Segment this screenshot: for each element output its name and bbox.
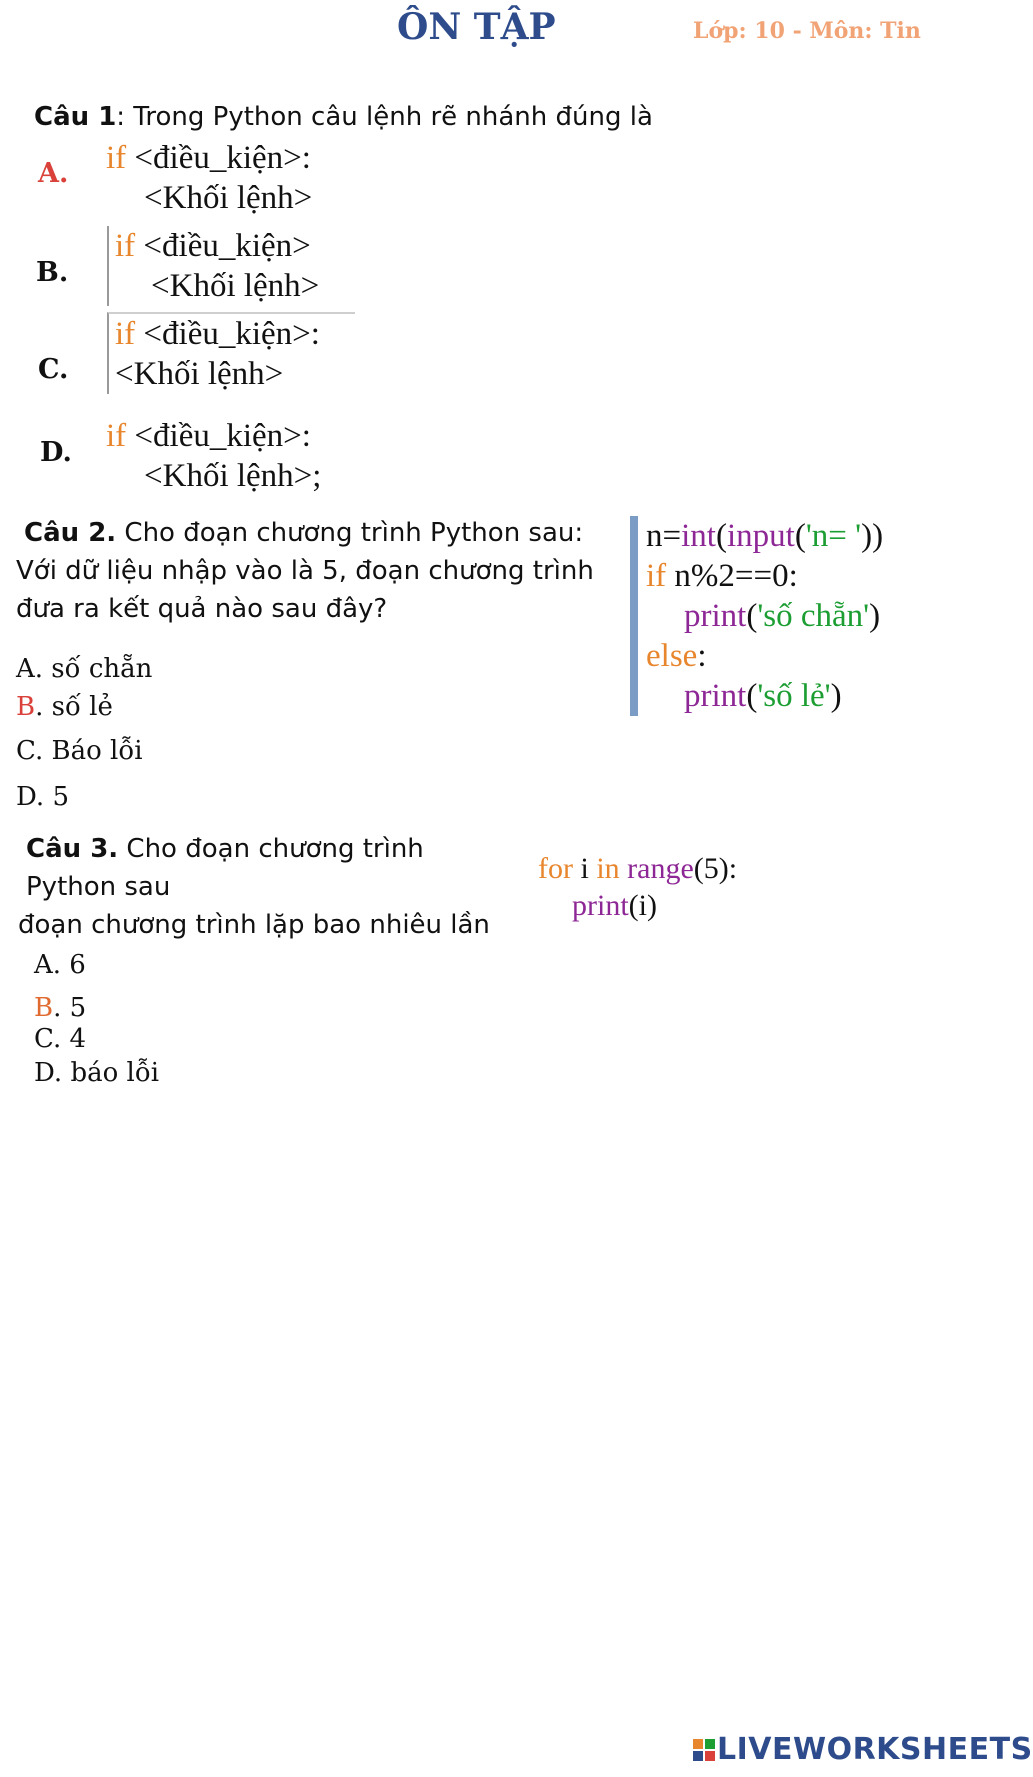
q1-option-b-letter[interactable]: B. xyxy=(36,257,69,288)
q3-code-block: for i in range(5): print(i) xyxy=(538,852,738,922)
q1-option-c-letter[interactable]: C. xyxy=(38,354,69,385)
q1-option-a-code: if <điều_kiện>: <Khối lệnh> xyxy=(106,140,313,216)
q3-answer-b[interactable]: B. 5 xyxy=(34,993,87,1023)
q2-code-block: n=int(input('n= ')) if n%2==0: print('số chẵn') else: print('số lẻ') xyxy=(630,516,883,716)
class-subject-label: Lớp: 10 - Môn: Tin xyxy=(693,18,921,44)
question-3: Câu 3. Cho đoạn chương trình Python sau đoạn chương trình lặp bao nhiêu lần xyxy=(18,834,490,940)
q3-answer-c[interactable]: C. 4 xyxy=(34,1024,87,1054)
q2-answer-a[interactable]: A. số chẵn xyxy=(16,654,153,684)
question-2: Câu 2. Cho đoạn chương trình Python sau: Với dữ liệu nhập vào là 5, đoạn chương trình đưa ra kết quả nào sau đây? xyxy=(16,518,594,624)
q3-answer-d[interactable]: D. báo lỗi xyxy=(34,1058,160,1088)
q1-option-d-code: if <điều_kiện>: <Khối lệnh>; xyxy=(106,418,322,494)
q1-option-d-letter[interactable]: D. xyxy=(40,437,72,468)
question-1-label: Câu 1 xyxy=(34,102,117,132)
page-title: ÔN TẬP xyxy=(397,6,556,48)
q2-answer-c[interactable]: C. Báo lỗi xyxy=(16,736,143,766)
question-3-label: Câu 3. xyxy=(26,834,119,864)
q1-option-a-letter[interactable]: A. xyxy=(38,158,69,189)
q1-option-c-code: if <điều_kiện>: <Khối lệnh> xyxy=(107,312,355,394)
liveworksheets-logo[interactable]: LIVEWORKSHEETS xyxy=(693,1732,1033,1767)
q2-answer-d[interactable]: D. 5 xyxy=(16,782,69,812)
liveworksheets-logo-icon xyxy=(693,1739,715,1761)
q1-option-b-code: if <điều_kiện> <Khối lệnh> xyxy=(107,226,319,306)
question-1-text: : Trong Python câu lệnh rẽ nhánh đúng là xyxy=(116,102,653,132)
q3-answer-a[interactable]: A. 6 xyxy=(34,950,86,980)
q2-answer-b[interactable]: B. số lẻ xyxy=(16,692,113,722)
question-1 xyxy=(34,98,653,136)
question-2-label: Câu 2. xyxy=(24,518,117,548)
